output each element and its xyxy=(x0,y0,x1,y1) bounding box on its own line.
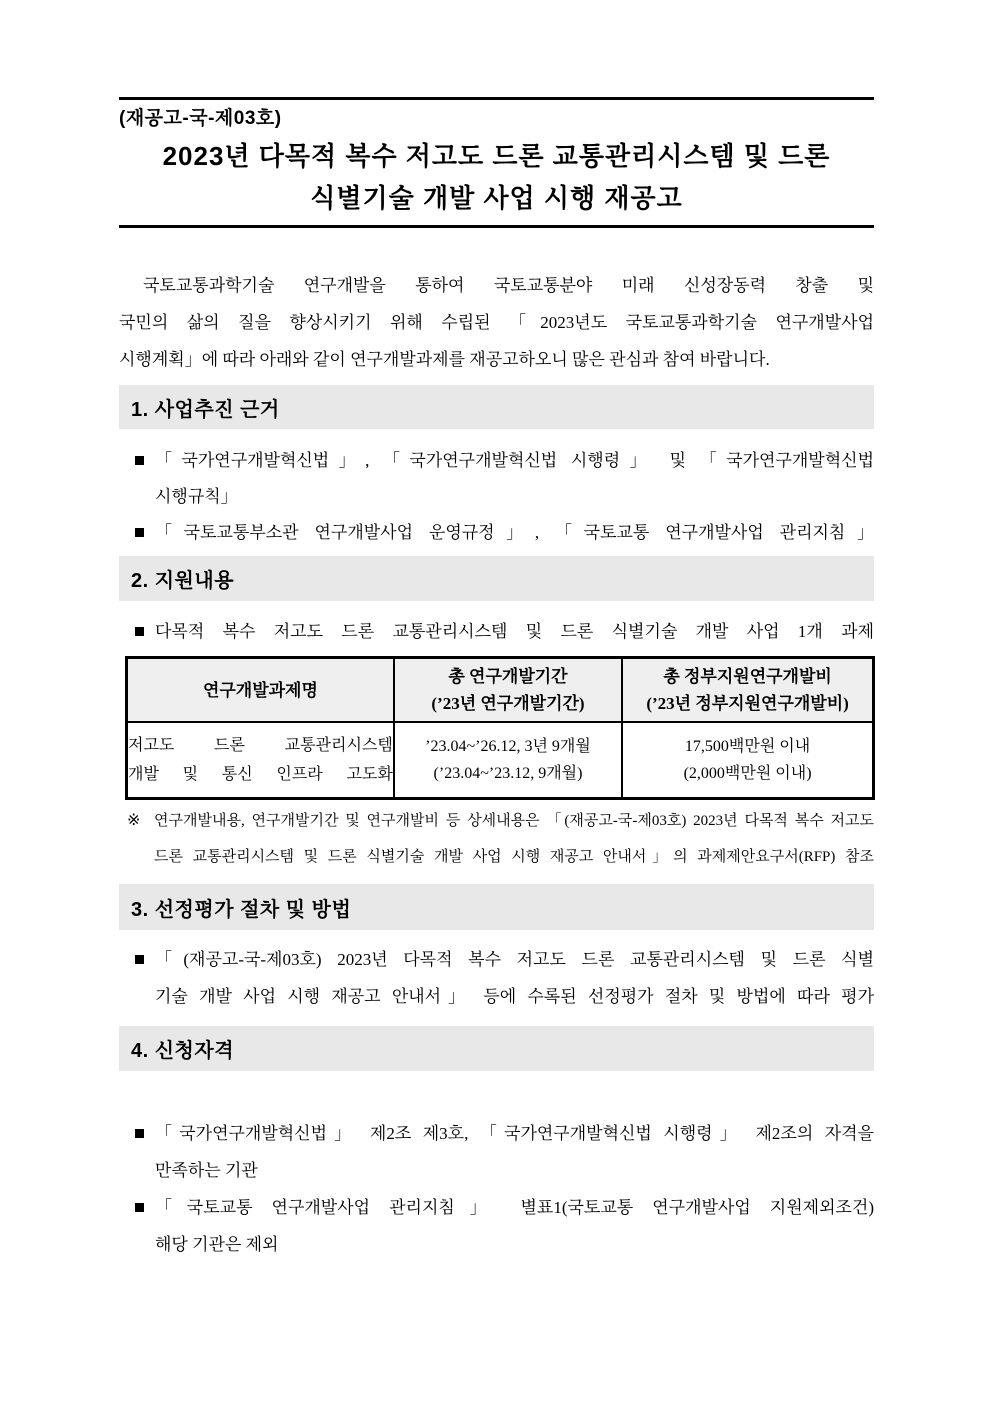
list-item xyxy=(119,1115,874,1189)
list-item-line: 「국가연구개발혁신법」 제2조 제3호, 「국가연구개발혁신법 시행령」 제2조의 자격을 xyxy=(155,1124,874,1143)
section-heading-label: 1. 사업추진 근거 xyxy=(131,398,280,421)
list-item-line: 「국토교통부소관 연구개발사업 운영규정」, 「국토교통 연구개발사업 관리지침」 xyxy=(155,523,874,542)
table-header-project-name: 연구개발과제명 xyxy=(127,658,394,723)
document-content xyxy=(119,0,874,1403)
note-line: 연구개발내용, 연구개발기간 및 연구개발비 등 상세내용은 「(재공고-국-제03호) 2023년 다목적 복수 저고도 xyxy=(154,813,874,829)
list-item xyxy=(119,614,874,650)
section-3-bullet-list xyxy=(119,941,874,1015)
list-item xyxy=(119,515,874,551)
document-title-line-2: 식별기술 개발 사업 시행 재공고 xyxy=(310,183,683,213)
list-item-line: 「국가연구개발혁신법」, 「국가연구개발혁신법 시행령」 및 「국가연구개발혁신법 xyxy=(155,451,874,470)
list-item-line: 해당 기관은 제외 xyxy=(155,1235,279,1254)
intro-paragraph xyxy=(119,267,874,378)
list-item-line: 만족하는 기관 xyxy=(155,1161,258,1180)
rnd-project-table xyxy=(125,656,875,800)
reference-note xyxy=(119,803,874,875)
doc-number: (재공고-국-제03호) xyxy=(119,108,282,129)
section-heading-1 xyxy=(119,385,874,429)
bullet-square-icon xyxy=(135,528,144,537)
table-cell-period: ’23.04~’26.12, 3년 9개월 (’23.04~’23.12, 9개월) xyxy=(394,722,622,799)
bullet-square-icon xyxy=(135,456,144,465)
section-heading-label: 3. 선정평가 절차 및 방법 xyxy=(131,898,352,921)
table-cell-budget: 17,500백만원 이내 (2,000백만원 이내) xyxy=(622,722,873,799)
table-header-row xyxy=(127,658,874,723)
section-1-bullet-list xyxy=(119,443,874,551)
list-item xyxy=(119,1189,874,1263)
section-heading-4 xyxy=(119,1026,874,1071)
reference-mark-icon: ※ xyxy=(127,812,141,829)
list-item-line: 시행규칙」 xyxy=(155,487,238,506)
section-heading-3 xyxy=(119,884,874,930)
bullet-square-icon xyxy=(135,627,144,636)
list-item-line: 다목적 복수 저고도 드론 교통관리시스템 및 드론 식별기술 개발 사업 1개 과제 xyxy=(155,622,874,641)
table-header-period: 총 연구개발기간 (’23년 연구개발기간) xyxy=(394,658,622,723)
list-item-line: 「(재공고-국-제03호) 2023년 다목적 복수 저고도 드론 교통관리시스템 및 드론 식별 xyxy=(155,950,874,969)
table-row xyxy=(127,722,874,799)
table-cell-project-name: 저고도 드론 교통관리시스템 개발 및 통신 인프라 고도화 xyxy=(127,722,394,799)
table-header-budget: 총 정부지원연구개발비 (’23년 정부지원연구개발비) xyxy=(622,658,873,723)
section-2-bullet-list xyxy=(119,614,874,650)
document-title-line-1: 2023년 다목적 복수 저고도 드론 교통관리시스템 및 드론 xyxy=(162,141,831,171)
note-line: 드론 교통관리시스템 및 드론 식별기술 개발 사업 시행 재공고 안내서」의 과제제안요구서(RFP) 참조 xyxy=(154,849,874,865)
bullet-square-icon xyxy=(135,1203,144,1212)
section-4-bullet-list xyxy=(119,1115,874,1263)
intro-line: 시행계획」에 따라 아래와 같이 연구개발과제를 재공고하오니 많은 관심과 참여 바랍니다. xyxy=(119,350,770,369)
bullet-square-icon xyxy=(135,955,144,964)
list-item xyxy=(119,443,874,515)
title-block xyxy=(119,97,874,228)
section-heading-label: 2. 지원내용 xyxy=(131,570,235,592)
list-item xyxy=(119,941,874,1015)
bullet-square-icon xyxy=(135,1129,144,1138)
intro-line: 국민의 삶의 질을 향상시키기 위해 수립된 「2023년도 국토교통과학기술 연구개발사업 xyxy=(119,313,874,332)
list-item-line: 「국토교통 연구개발사업 관리지침」 별표1(국토교통 연구개발사업 지원제외조건) xyxy=(155,1198,874,1217)
section-heading-label: 4. 신청자격 xyxy=(131,1040,235,1062)
list-item-line: 기술 개발 사업 시행 재공고 안내서」 등에 수록된 선정평가 절차 및 방법에 따라 평가 xyxy=(155,987,874,1006)
intro-line: 국토교통과학기술 연구개발을 통하여 국토교통분야 미래 신성장동력 창출 및 xyxy=(143,276,874,295)
section-heading-2 xyxy=(119,556,874,601)
